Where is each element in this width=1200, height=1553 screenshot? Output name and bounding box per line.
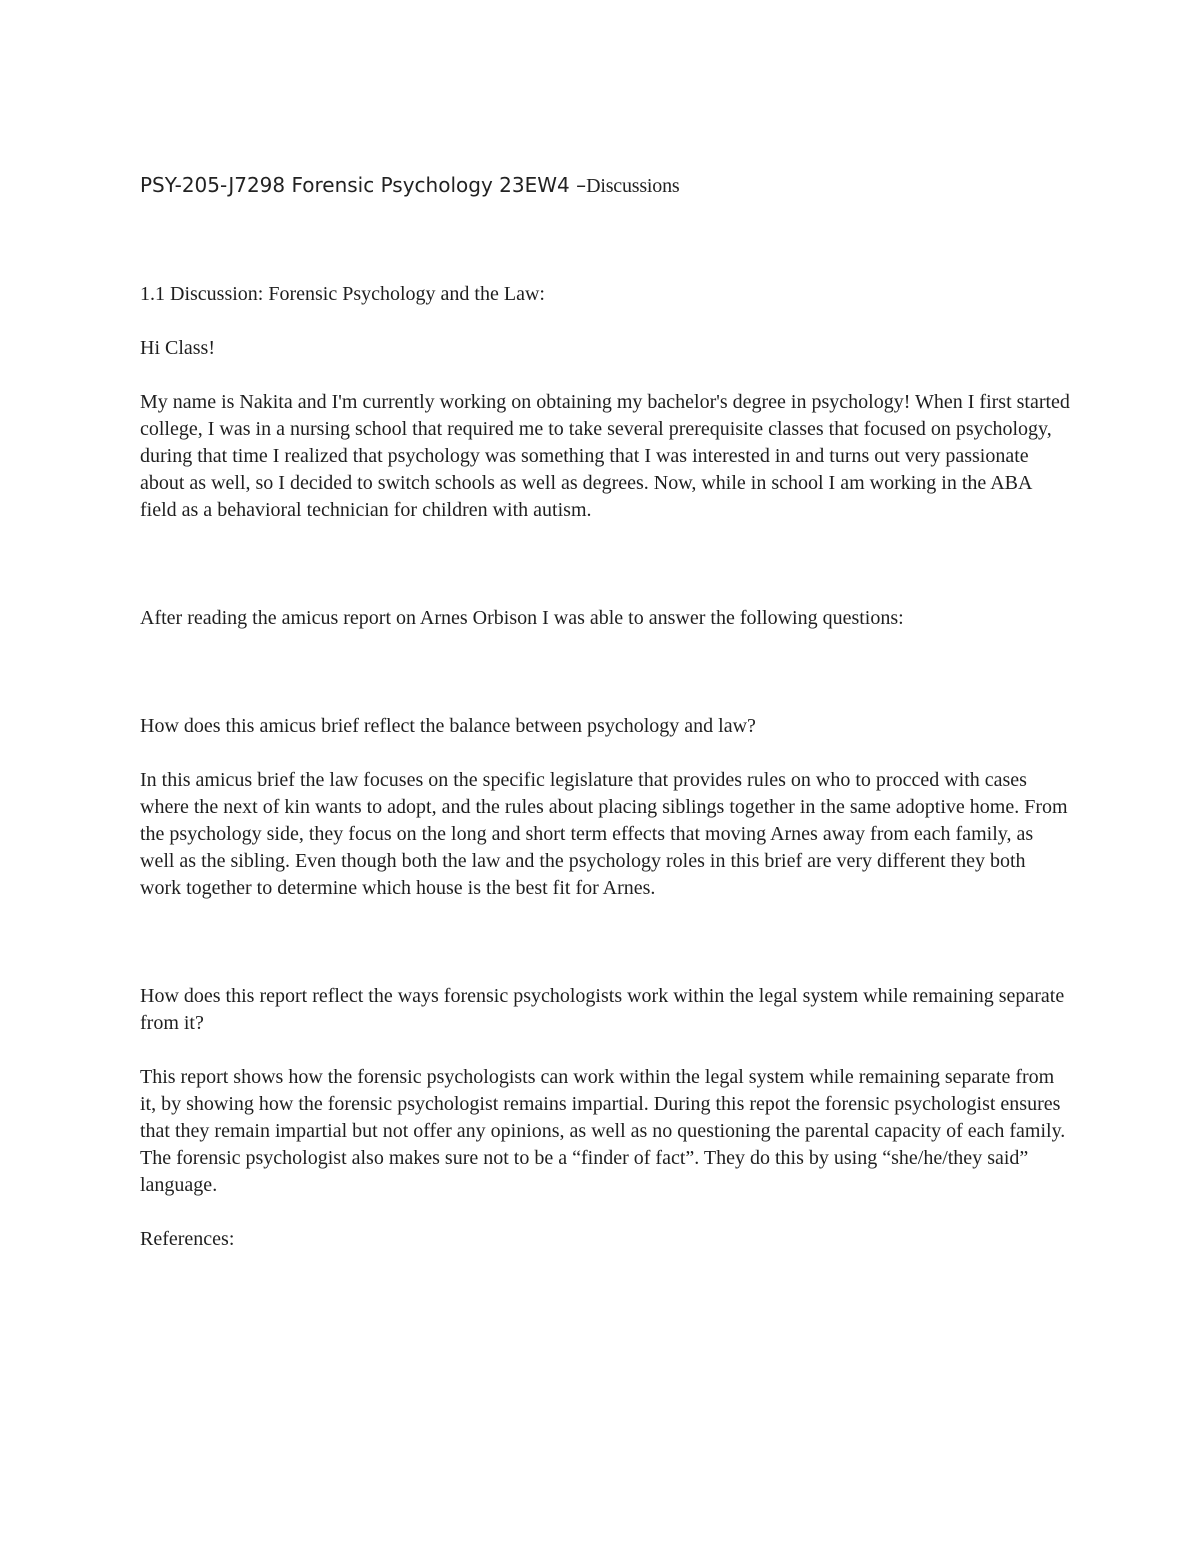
title-course: PSY-205-J7298 Forensic Psychology 23EW4 – (140, 173, 587, 197)
greeting: Hi Class! (140, 337, 215, 359)
document-title (140, 168, 1070, 202)
reading-intro: After reading the amicus report on Arnes Orbison I was able to answer the following questions: (140, 607, 904, 629)
answer-1: In this amicus brief the law focuses on the specific legislature that provides rules on who to procced with cases where the next of kin wants to adopt, and the rules about placing siblings together in the same adoptive home. From the psychology side, they focus on the long and short term effects that moving Arnes away from each family, as well as the sibling. Even though both the law and the psychology roles in this brief are very different they both work together to determine which house is the best fit for Arnes. (140, 769, 1068, 899)
title-tail: Discussions (586, 175, 680, 197)
question-1: How does this amicus brief reflect the balance between psychology and law? (140, 715, 756, 737)
document-body (140, 168, 1070, 1253)
intro-paragraph: My name is Nakita and I'm currently working on obtaining my bachelor's degree in psychology! When I first started college, I was in a nursing school that required me to take several prerequisite classes that focused on psychology, during that time I realized that psychology was something that I was interested in and turns out very passionate about as well, so I decided to switch schools as well as degrees. Now, while in school I am working in the ABA field as a behavioral technician for children with autism. (140, 391, 1070, 521)
discussion-heading: 1.1 Discussion: Forensic Psychology and the Law: (140, 283, 545, 305)
answer-2: This report shows how the forensic psychologists can work within the legal system while remaining separate from it, by showing how the forensic psychologist remains impartial. During this repot the forensic psychologist ensures that they remain impartial but not offer any opinions, as well as no questioning the parental capacity of each family. The forensic psychologist also makes sure not to be a “finder of fact”. They do this by using “she/he/they said” language. (140, 1066, 1066, 1196)
question-2: How does this report reflect the ways forensic psychologists work within the legal system while remaining separate from it? (140, 985, 1065, 1034)
references-label: References: (140, 1228, 235, 1250)
